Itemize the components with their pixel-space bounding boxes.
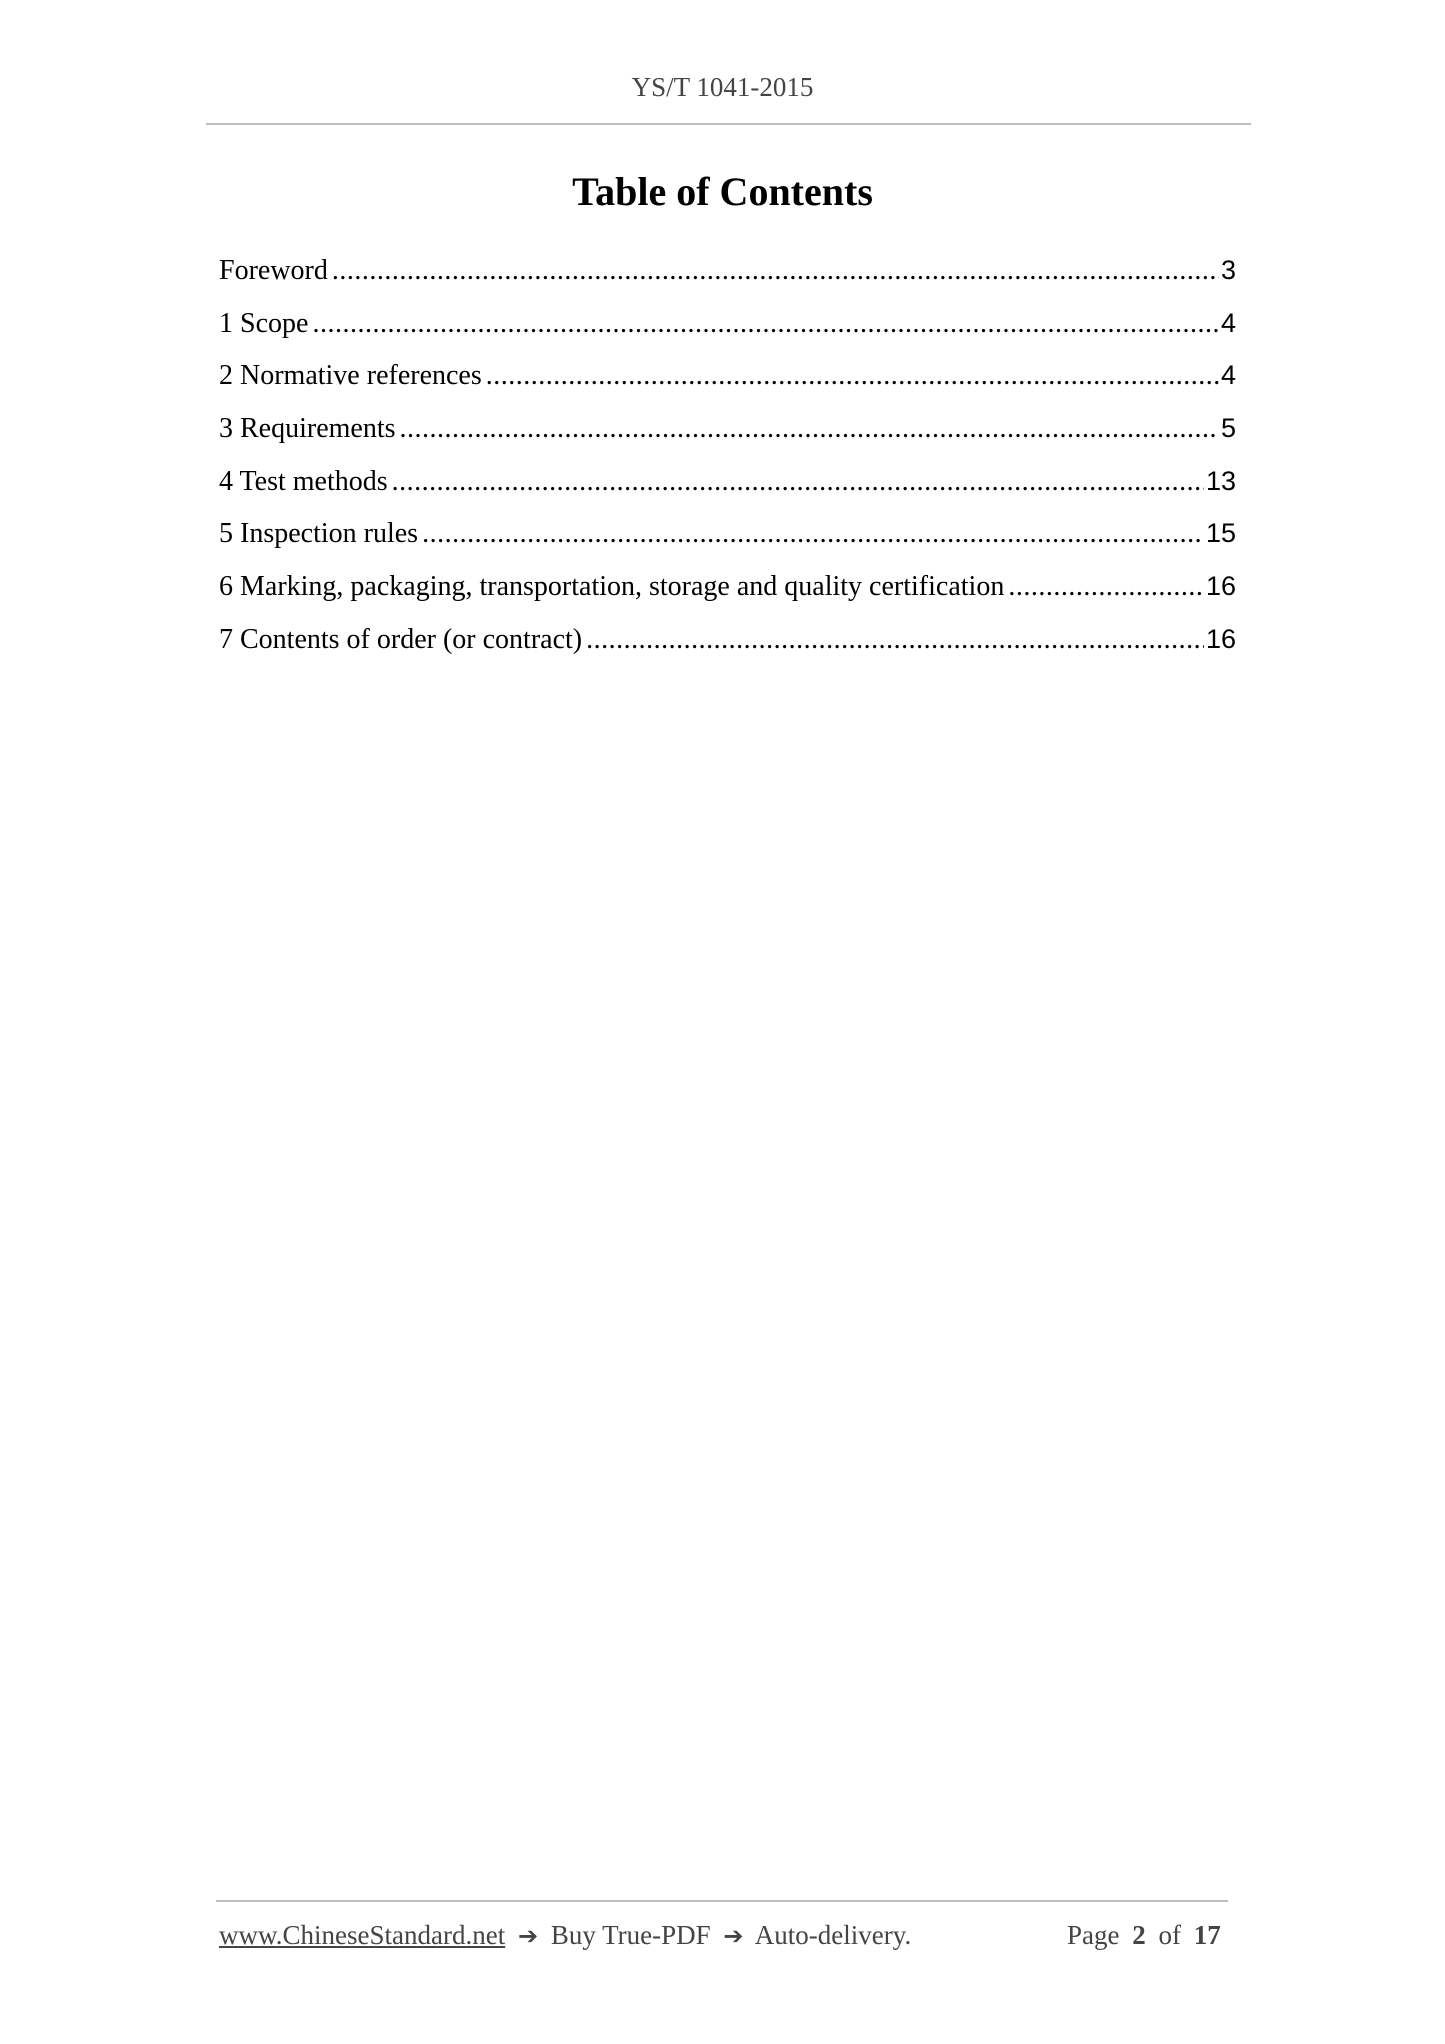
toc-dot-leader — [312, 298, 1219, 351]
page-total: 17 — [1193, 1920, 1221, 1950]
toc-entry-page: 13 — [1205, 465, 1236, 496]
toc-entry-foreword[interactable] — [219, 244, 1236, 297]
toc-entry-label: 3 Requirements — [219, 413, 396, 445]
toc-entry-label: Foreword — [219, 255, 328, 286]
footer-divider — [216, 1900, 1228, 1902]
toc-entry-page: 4 — [1220, 360, 1236, 391]
toc-dot-leader — [1008, 561, 1204, 614]
page-indicator — [1067, 1920, 1227, 1951]
toc-dot-leader — [586, 614, 1204, 667]
toc-entry-contents-of-order[interactable] — [219, 613, 1236, 666]
website-link[interactable]: www.ChineseStandard.net — [219, 1920, 506, 1950]
of-word: of — [1158, 1920, 1181, 1950]
footer-promo — [219, 1920, 911, 1951]
toc-entry-label: 7 Contents of order (or contract) — [219, 623, 583, 655]
toc-entry-page: 16 — [1205, 571, 1236, 602]
toc-dot-leader — [332, 245, 1219, 298]
running-header: YS/T 1041-2015 — [631, 72, 814, 102]
right-arrow-icon: ➔ — [517, 1922, 539, 1950]
toc-entry-page: 4 — [1220, 307, 1236, 338]
toc-entry-label: 4 Test methods — [219, 465, 388, 497]
toc-entry-page: 15 — [1205, 518, 1236, 549]
toc-entry-test-methods[interactable] — [219, 455, 1236, 508]
page-current: 2 — [1132, 1920, 1146, 1950]
toc-list — [219, 244, 1236, 666]
footer-step-buy: Buy True-PDF — [550, 1920, 711, 1950]
toc-entry-scope[interactable] — [219, 297, 1236, 350]
toc-entry-page: 3 — [1220, 255, 1236, 285]
toc-entry-page: 5 — [1220, 413, 1236, 444]
toc-dot-leader — [486, 350, 1219, 403]
toc-entry-label: 5 Inspection rules — [219, 518, 419, 550]
footer-step-delivery: Auto-delivery. — [754, 1920, 912, 1950]
right-arrow-icon: ➔ — [723, 1922, 744, 1950]
toc-title: Table of Contents — [572, 169, 873, 214]
toc-entry-page: 16 — [1205, 623, 1236, 654]
header-divider — [206, 123, 1251, 125]
toc-dot-leader — [400, 403, 1219, 456]
page-word: Page — [1067, 1920, 1120, 1950]
toc-entry-normative-references[interactable] — [219, 349, 1236, 402]
toc-entry-label: 2 Normative references — [219, 360, 482, 392]
toc-dot-leader — [392, 456, 1204, 509]
toc-entry-marking-packaging[interactable] — [219, 560, 1236, 613]
toc-entry-label: 1 Scope — [219, 307, 309, 339]
toc-entry-requirements[interactable] — [219, 402, 1236, 455]
toc-entry-label: 6 Marking, packaging, transportation, storage and quality certification — [219, 571, 1005, 603]
toc-dot-leader — [422, 508, 1204, 561]
toc-entry-inspection-rules[interactable] — [219, 507, 1236, 560]
